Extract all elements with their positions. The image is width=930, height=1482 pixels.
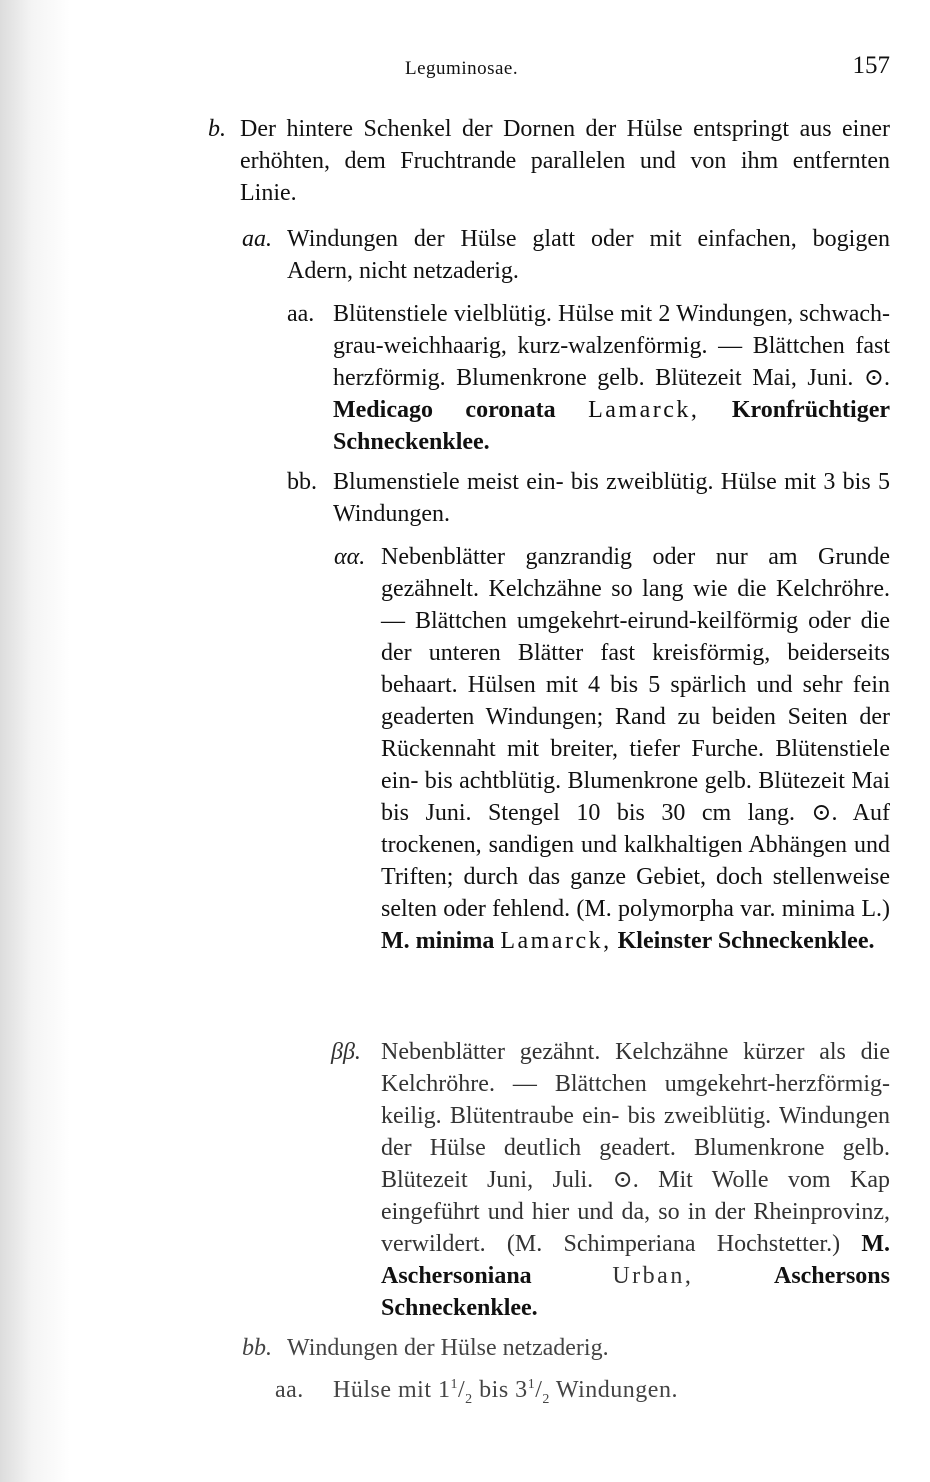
- section-text: Nebenblätter ganzrandig oder nur am Grunde gezähnelt. Kelchzähne so lang wie die Kelchröhre. — Blättchen umgekehrt-eirund-keilförmig oder die der unteren Blätter fast kreisförmig, beiderseits behaart. Hülsen mit 4 bis 5 spärlich und sehr fein geaderten Windungen; Rand zu beiden Seiten der Rückennaht mit breiter, tiefer Furche. Blütenstiele ein- bis achtblütig. Blumenkrone gelb. Blütezeit Mai bis Juni. Stengel 10 bis 30 cm lang. ⊙. Auf trockenen, sandigen und kalkhaltigen Abhängen und Triften; durch das ganze Gebiet, doch stellenweise selten oder fehlend. (M. polymorpha var. minima L.): [381, 544, 890, 922]
- section-text-mid: bis 3: [472, 1377, 528, 1403]
- section-label: aa.: [242, 226, 272, 252]
- section-text-post: Windungen.: [549, 1377, 678, 1403]
- section-minima: [334, 541, 890, 957]
- species-name: M. minima: [381, 928, 495, 954]
- section-aschersoniana: [331, 1036, 891, 1324]
- fraction-numerator: 1: [527, 1377, 536, 1392]
- page-number: 157: [852, 52, 890, 79]
- section-aa-smooth: [242, 223, 890, 287]
- section-coronata: [287, 298, 891, 458]
- section-text: Blütenstiele vielblütig. Hülse mit 2 Windungen, schwach-grau-weichhaarig, kurz-walzenförmig. — Blättchen fast herzförmig. Blumenkrone gelb. Blütezeit Mai, Juni. ⊙.: [333, 301, 890, 391]
- section-bb-netted: [242, 1332, 890, 1364]
- section-label: bb.: [287, 469, 317, 495]
- species-name: Medicago coronata: [333, 397, 556, 423]
- section-b: [208, 113, 890, 209]
- section-text: Blumenstiele meist ein- bis zweiblütig. Hülse mit 3 bis 5 Windungen.: [333, 469, 890, 527]
- section-text: Windungen der Hülse netzaderig.: [287, 1335, 609, 1361]
- common-name: Aschersons Schneckenklee.: [381, 1263, 890, 1321]
- fraction-denominator: 2: [465, 1391, 473, 1407]
- running-head: Leguminosae.: [405, 58, 519, 79]
- section-text-pre: Hülse mit 1: [333, 1377, 451, 1403]
- section-label: aa.: [287, 301, 315, 327]
- fraction-denominator: 2: [542, 1391, 550, 1407]
- fraction-numerator: 1: [450, 1377, 458, 1392]
- section-text: Nebenblätter gezähnt. Kelchzähne kürzer als die Kelchröhre. — Blättchen umgekehrt-herzförmig-keilig. Blütentraube ein- bis zweiblütig. Windungen der Hülse deutlich geadert. Blumenkrone gelb. Blütezeit Juni, Juli. ⊙. Mit Wolle vom Kap eingeführt und hier und da, so in der Rheinprovinz, verwildert. (M. Schimperiana Hochstetter.): [381, 1039, 890, 1257]
- common-name: Kleinster Schneckenklee.: [617, 928, 875, 954]
- species-name: M. Aschersoniana: [381, 1231, 891, 1289]
- species-author: Urban,: [612, 1263, 694, 1289]
- section-aa-windings: aa. Hülse mit $1^1/_2$ bis $3^1/_2$ Windungen.: [333, 1374, 890, 1406]
- species-author: Lamarck,: [588, 397, 700, 423]
- section-text: Windungen der Hülse glatt oder mit einfachen, bogigen Adern, nicht netzaderig.: [287, 226, 890, 284]
- section-bb-stalks: [287, 466, 890, 530]
- species-author: Lamarck,: [500, 928, 612, 954]
- common-name: Kronfrüchtiger Schneckenklee.: [333, 397, 891, 455]
- page-header: [0, 52, 930, 88]
- section-label: bb.: [242, 1335, 272, 1361]
- page-edge-shadow: [0, 0, 70, 1482]
- section-label: ββ.: [331, 1039, 361, 1065]
- section-label: αα.: [334, 544, 366, 570]
- section-text: Der hintere Schenkel der Dornen der Hülse entspringt aus einer erhöhten, dem Fruchtrande parallelen und von ihm entfernten Linie.: [240, 116, 890, 206]
- section-label: b.: [208, 116, 226, 142]
- section-label: aa.: [275, 1377, 304, 1403]
